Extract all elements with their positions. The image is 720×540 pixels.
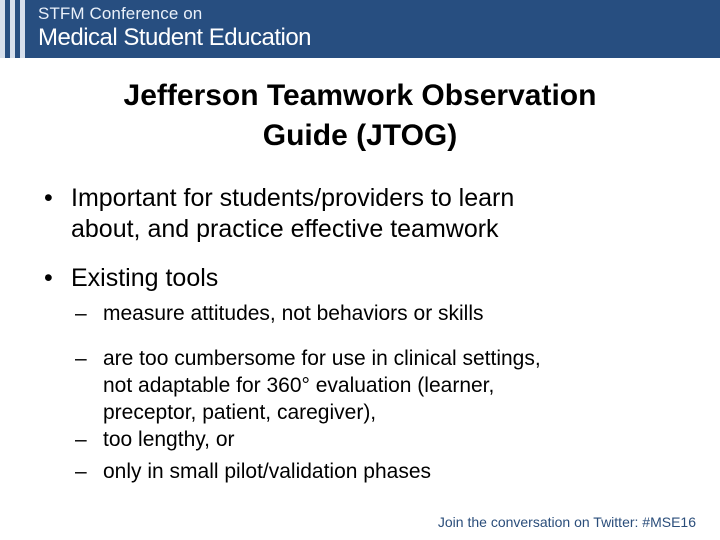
- sub-item-text: too lengthy, or: [103, 428, 235, 451]
- bullet-icon: •: [44, 264, 53, 292]
- sub-item-text: measure attitudes, not behaviors or skills: [103, 302, 484, 325]
- footer-twitter-text: Join the conversation on Twitter: #MSE16: [437, 514, 696, 530]
- dash-icon: –: [75, 428, 87, 451]
- banner-stripe: [0, 0, 5, 58]
- bullet-text: Existing tools: [71, 264, 219, 292]
- banner-stripe: [20, 0, 25, 58]
- bullet-text: Important for students/providers to learn: [71, 184, 515, 212]
- sub-item-4: [75, 458, 431, 485]
- slide-title: [0, 76, 720, 156]
- dash-icon: –: [75, 302, 87, 325]
- banner-stripe: [10, 0, 15, 58]
- sub-item-2: [75, 345, 541, 426]
- bullet-icon: •: [44, 184, 53, 212]
- header-banner: [0, 0, 720, 58]
- sub-item-text-continued: preceptor, patient, caregiver),: [103, 401, 377, 424]
- dash-icon: –: [75, 460, 87, 483]
- sub-item-1: [75, 300, 484, 327]
- bullet-item-2: [44, 263, 218, 294]
- dash-icon: –: [75, 347, 87, 370]
- bullet-text-continued: about, and practice effective teamwork: [71, 215, 499, 243]
- banner-subtitle: STFM Conference on: [38, 4, 203, 23]
- sub-item-text: are too cumbersome for use in clinical settings,: [103, 347, 541, 370]
- banner-title: Medical Student Education: [38, 24, 312, 51]
- banner-stripes: [0, 0, 30, 58]
- sub-item-text: only in small pilot/validation phases: [103, 460, 432, 483]
- sub-item-text-continued: not adaptable for 360° evaluation (learner,: [103, 374, 495, 397]
- sub-item-3: [75, 426, 235, 453]
- bullet-item-1: [44, 183, 514, 245]
- slide-title-line-1: Jefferson Teamwork Observation: [123, 79, 597, 112]
- slide-title-line-2: Guide (JTOG): [262, 119, 458, 152]
